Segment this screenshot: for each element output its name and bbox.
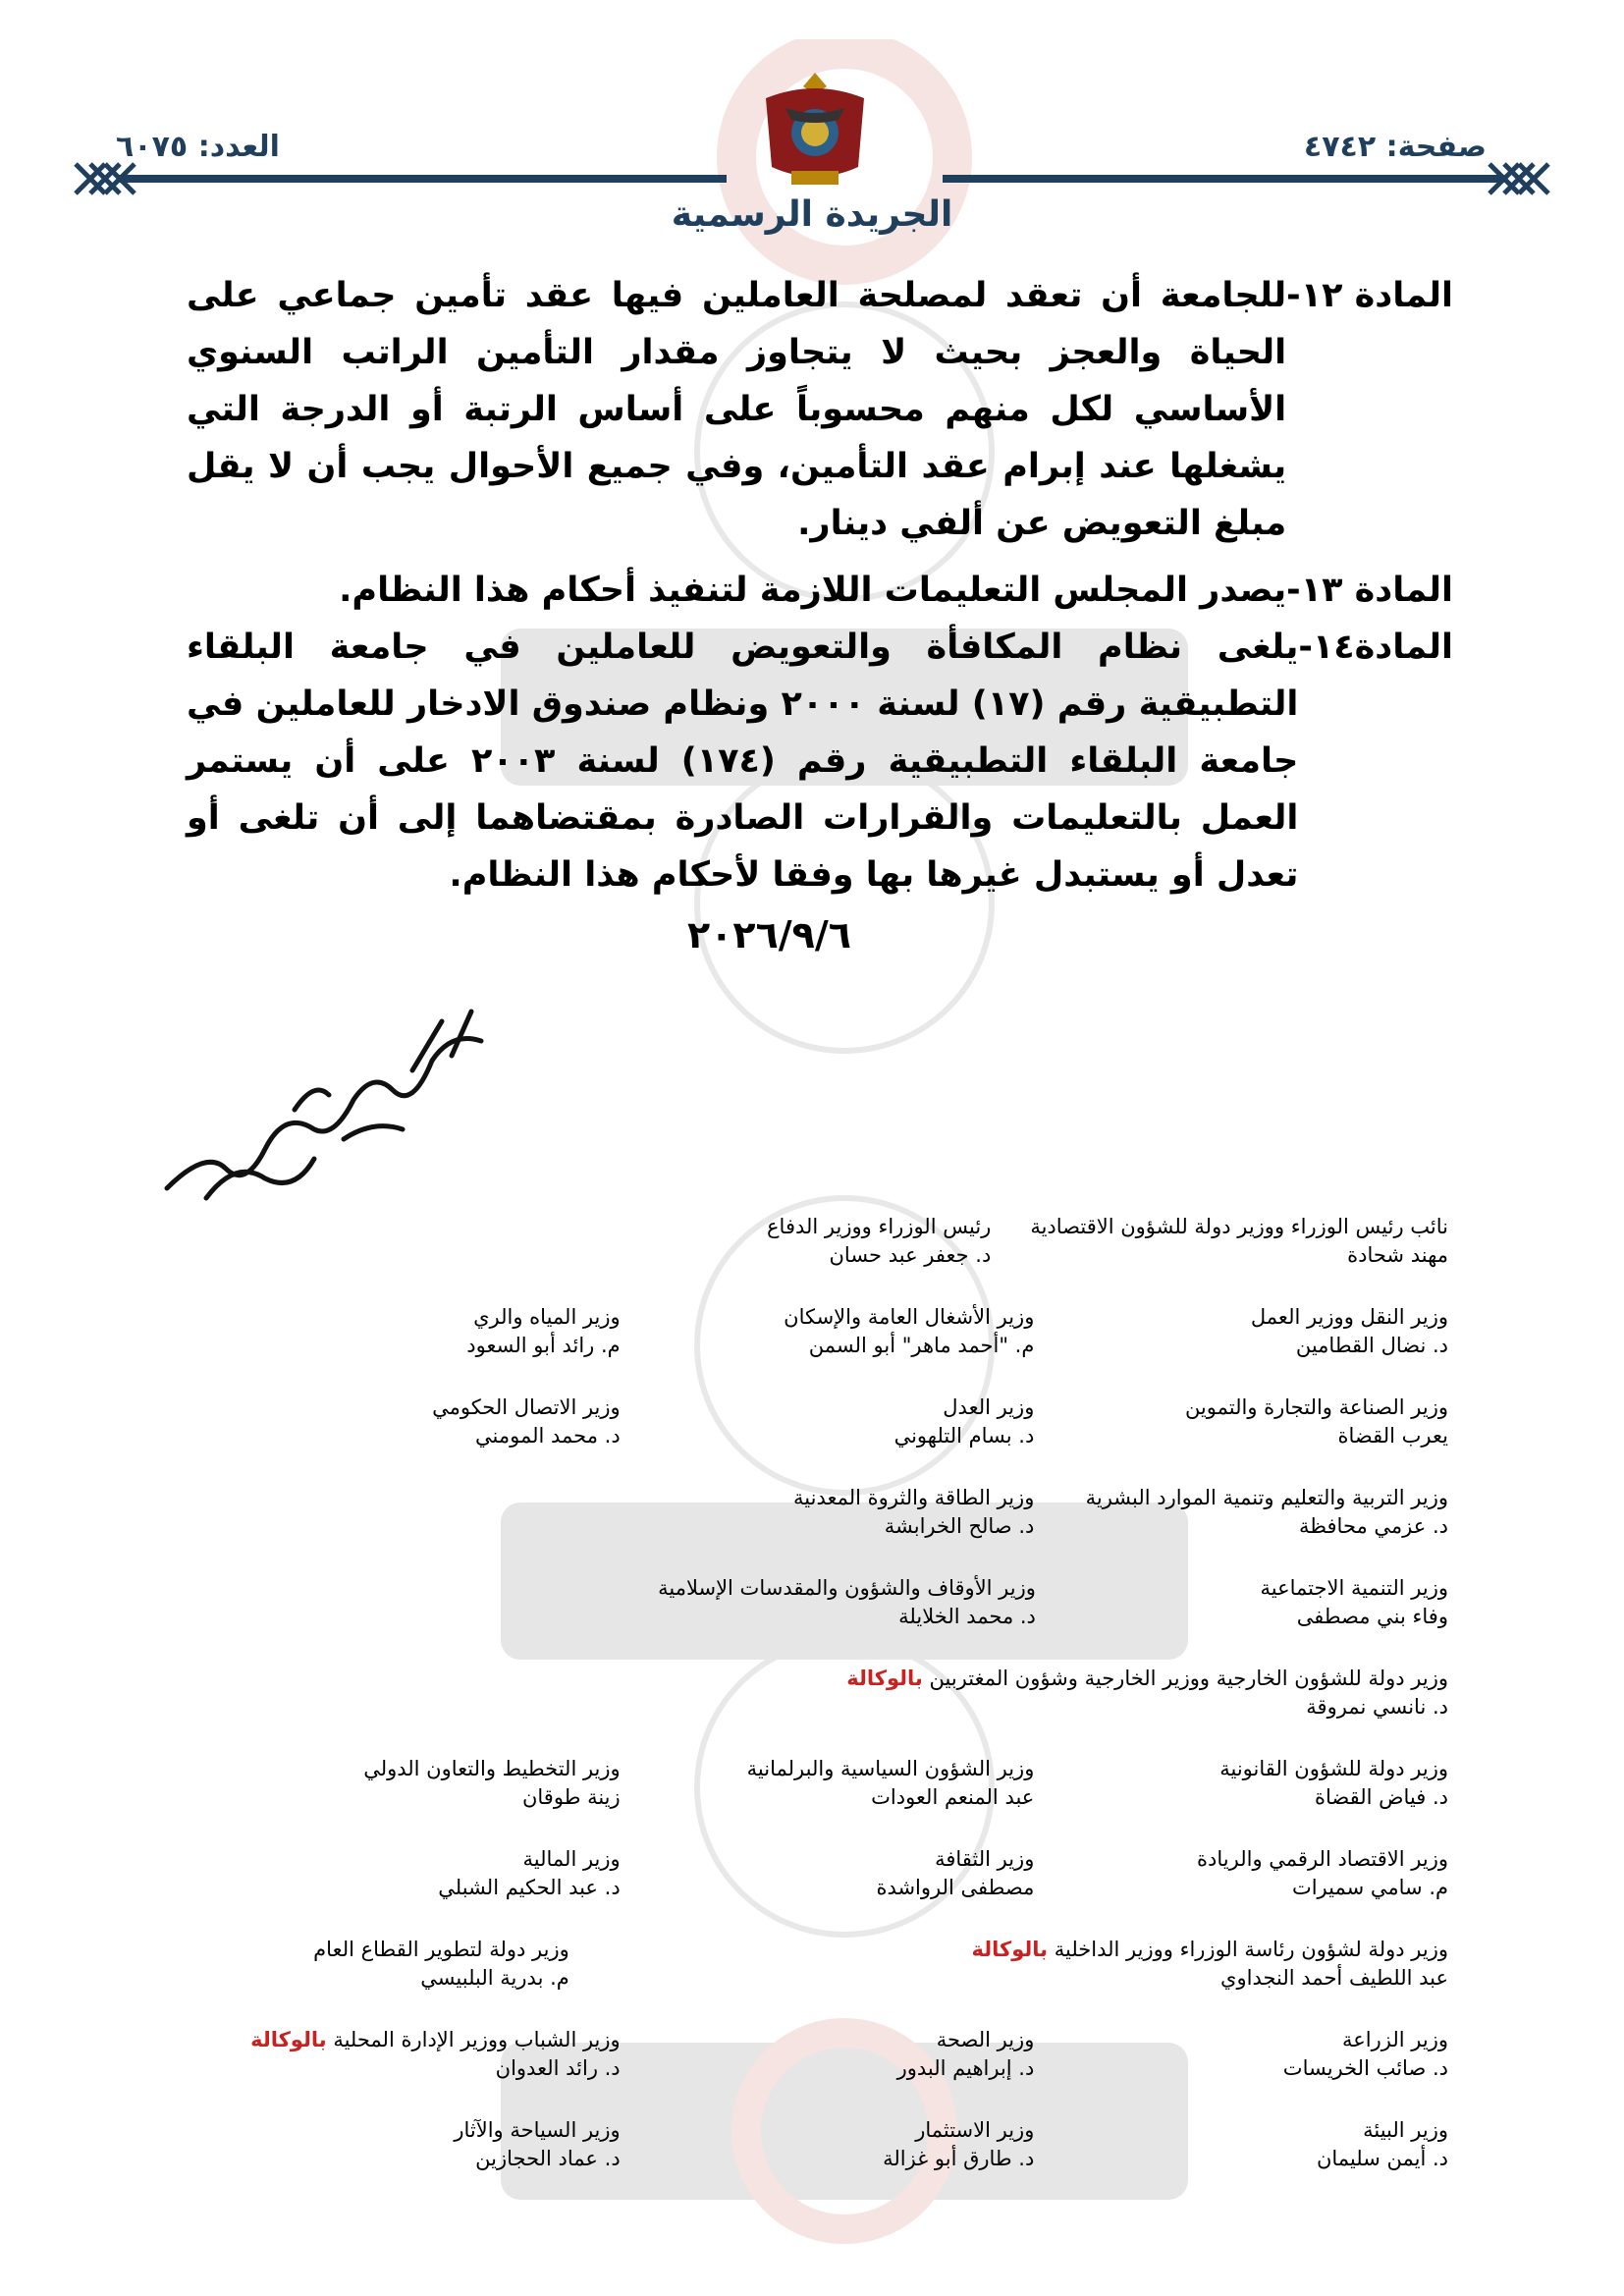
knot-ornament-icon [71, 159, 139, 198]
minister-row [245, 1393, 1448, 1483]
minister-entry [660, 2025, 1035, 2115]
header-rule-right [943, 175, 1504, 183]
article-text: يلغى نظام المكافأة والتعويض للعاملين في جامعة البلقاء التطبيقية رقم (١٧) لسنة ٢٠٠٠ ونظام صندوق الادخار للعاملين في جامعة البلقاء التطبيقية رقم (١٧٤) لسنة ٢٠٠٣ على أن يستمر العمل بالتعليمات والقرارات الصادرة بمقتضاهما إلى أن تلغى أو تعدل أو يستبدل غيرها بها وفقا لأحكام هذا النظام. [187, 628, 1299, 895]
header-rule-left [118, 175, 727, 183]
page-number: صفحة: ٤٧٤٢ [1303, 130, 1487, 164]
minister-name: عبد المنعم العودات [871, 1785, 1035, 1809]
minister-name: مصطفى الرواشدة [876, 1876, 1035, 1899]
knot-ornament-icon [1485, 159, 1553, 198]
minister-row [245, 1754, 1448, 1844]
minister-row [245, 2115, 1448, 2206]
minister-row [245, 1664, 1448, 1754]
minister-row [245, 1573, 1448, 1664]
acting-label: بالوكالة [971, 1938, 1049, 1961]
minister-name: د. طارق أبو غزالة [883, 2147, 1035, 2170]
minister-title: وزير الأوقاف والشؤون والمقدسات الإسلامية [658, 1576, 1036, 1600]
minister-title: وزير العدل [943, 1395, 1035, 1419]
minister-entry [1073, 2115, 1448, 2206]
article-13 [187, 562, 1453, 619]
minister-entry [245, 1573, 619, 1664]
minister-entry [658, 1573, 1036, 1664]
minister-name: د. محمد الخلايلة [898, 1605, 1036, 1628]
acting-label: بالوكالة [846, 1667, 923, 1690]
minister-title: وزير الأشغال العامة والإسكان [784, 1305, 1035, 1329]
minister-entry [245, 1483, 621, 1573]
minister-entry [1073, 1393, 1448, 1483]
minister-name: د. نانسي نمروقة [1306, 1695, 1448, 1719]
minister-title: وزير دولة للشؤون الخارجية ووزير الخارجية وشؤون المغتربين بالوكالة [846, 1667, 1448, 1690]
minister-name: وفاء بني مصطفى [1296, 1605, 1448, 1628]
minister-entry [638, 1212, 992, 1302]
minister-title: وزير الشباب ووزير الإدارة المحلية بالوكالة [250, 2028, 621, 2051]
article-label: المادة ١٢- [1286, 276, 1453, 315]
minister-title: وزير الصناعة والتجارة والتموين [1184, 1395, 1448, 1419]
minister-entry [245, 1302, 621, 1393]
minister-row [245, 1483, 1448, 1573]
minister-title: وزير التربية والتعليم وتنمية الموارد البشرية [1085, 1486, 1448, 1509]
minister-name: د. عماد الحجازين [475, 2147, 621, 2170]
minister-name: د. صالح الخرابشة [884, 1514, 1035, 1538]
minister-title: وزير دولة لتطوير القطاع العام [313, 1938, 569, 1961]
minister-entry [972, 1935, 1448, 2025]
minister-title: وزير الزراعة [1342, 2028, 1448, 2051]
minister-title: وزير البيئة [1363, 2118, 1448, 2142]
minister-entry [660, 1754, 1035, 1844]
minister-name: د. بسام التلهوني [893, 1424, 1035, 1448]
minister-name: زينة طوقان [521, 1785, 621, 1809]
minister-row [245, 1935, 1448, 2025]
acting-label: بالوكالة [250, 2028, 327, 2051]
minister-name: د. نضال القطامين [1295, 1334, 1448, 1357]
minister-name: مهند شحادة [1347, 1243, 1448, 1267]
article-label: المادة ١٣- [1286, 571, 1453, 610]
minister-entry [609, 1935, 933, 2025]
minister-entry [245, 2025, 621, 2115]
article-14 [187, 619, 1453, 903]
minister-entry [245, 1754, 621, 1844]
minister-entry [1075, 1573, 1448, 1664]
minister-name: م. بدرية البلبيسي [420, 1966, 569, 1990]
article-label: المادة١٤- [1298, 628, 1453, 667]
decree-date: ٢٠٢٦/٩/٦ [687, 913, 851, 957]
minister-title: وزير الاتصال الحكومي [432, 1395, 621, 1419]
minister-title: وزير التنمية الاجتماعية [1260, 1576, 1448, 1600]
minister-title: وزير الطاقة والثروة المعدنية [793, 1486, 1035, 1509]
minister-title: وزير دولة لشؤون رئاسة الوزراء ووزير الداخلية بالوكالة [971, 1938, 1448, 1961]
minister-name: د. محمد المومني [475, 1424, 621, 1448]
minister-row [245, 1302, 1448, 1393]
minister-entry [660, 1844, 1035, 1935]
minister-title: وزير الصحة [936, 2028, 1035, 2051]
minister-title: وزير دولة للشؤون القانونية [1219, 1757, 1448, 1780]
minister-name: د. جعفر عبد حسان [829, 1243, 992, 1267]
minister-entry [1073, 2025, 1448, 2115]
minister-entry [1030, 1212, 1448, 1302]
minister-entry [660, 1483, 1035, 1573]
minister-entry [1073, 1754, 1448, 1844]
minister-entry [245, 1935, 569, 2025]
articles-section [187, 267, 1453, 903]
royal-signature [147, 1002, 511, 1218]
minister-entry [846, 1664, 1448, 1754]
issue-number: العدد: ٦٠٧٥ [116, 130, 280, 164]
minister-name: يعرب القضاة [1337, 1424, 1448, 1448]
minister-entry [1073, 1844, 1448, 1935]
minister-name: م. "أحمد ماهر" أبو السمن [808, 1334, 1035, 1357]
minister-title: وزير التخطيط والتعاون الدولي [363, 1757, 621, 1780]
minister-name: د. إبراهيم البدور [896, 2056, 1035, 2080]
minister-title: وزير الاستثمار [915, 2118, 1035, 2142]
minister-name: د. رائد العدوان [495, 2056, 621, 2080]
ministers-signatures [245, 1212, 1448, 2206]
minister-title: وزير الشؤون السياسية والبرلمانية [746, 1757, 1035, 1780]
minister-entry [1073, 1483, 1448, 1573]
gazette-title: الجريدة الرسمية [671, 194, 953, 235]
minister-title: وزير المياه والري [473, 1305, 621, 1329]
minister-entry [245, 1844, 621, 1935]
article-12 [187, 267, 1453, 552]
minister-row [245, 1844, 1448, 1935]
minister-name: د. فياض القضاة [1314, 1785, 1448, 1809]
article-text: يصدر المجلس التعليمات اللازمة لتنفيذ أحكام هذا النظام. [339, 571, 1287, 610]
minister-row [245, 2025, 1448, 2115]
minister-entry [245, 1212, 599, 1302]
minister-name: د. صائب الخريسات [1282, 2056, 1448, 2080]
minister-entry [1073, 1302, 1448, 1393]
minister-name: م. رائد أبو السعود [466, 1334, 621, 1357]
minister-title: وزير المالية [522, 1847, 621, 1871]
minister-entry [660, 1393, 1035, 1483]
minister-name: عبد اللطيف أحمد النجداوي [1220, 1966, 1448, 1990]
minister-entry [546, 1664, 807, 1754]
minister-title: وزير السياحة والآثار [454, 2118, 621, 2142]
minister-name: د. عبد الحكيم الشبلي [438, 1876, 621, 1899]
minister-entry [245, 1664, 507, 1754]
minister-name: م. سامي سميرات [1291, 1876, 1448, 1899]
minister-title: وزير الاقتصاد الرقمي والريادة [1197, 1847, 1448, 1871]
minister-entry [245, 2115, 621, 2206]
minister-title: وزير الثقافة [935, 1847, 1035, 1871]
minister-row [245, 1212, 1448, 1302]
minister-title: نائب رئيس الوزراء ووزير دولة للشؤون الاقتصادية [1030, 1215, 1448, 1238]
minister-title: رئيس الوزراء ووزير الدفاع [767, 1215, 992, 1238]
minister-name: د. أيمن سليمان [1316, 2147, 1448, 2170]
minister-title: وزير النقل ووزير العمل [1250, 1305, 1448, 1329]
minister-entry [245, 1393, 621, 1483]
minister-entry [660, 2115, 1035, 2206]
jordan-coat-of-arms-icon [756, 69, 874, 196]
article-text: للجامعة أن تعقد لمصلحة العاملين فيها عقد تأمين جماعي على الحياة والعجز بحيث لا يتجاوز مقدار التأمين الراتب السنوي الأساسي لكل منهم محسوباً على أساس الرتبة أو الدرجة التي يشغلها عند إبرام عقد التأمين، وفي جميع الأحوال يجب أن لا يقل مبلغ التعويض عن ألفي دينار. [187, 276, 1287, 543]
minister-entry [660, 1302, 1035, 1393]
minister-name: د. عزمي محافظة [1299, 1514, 1448, 1538]
